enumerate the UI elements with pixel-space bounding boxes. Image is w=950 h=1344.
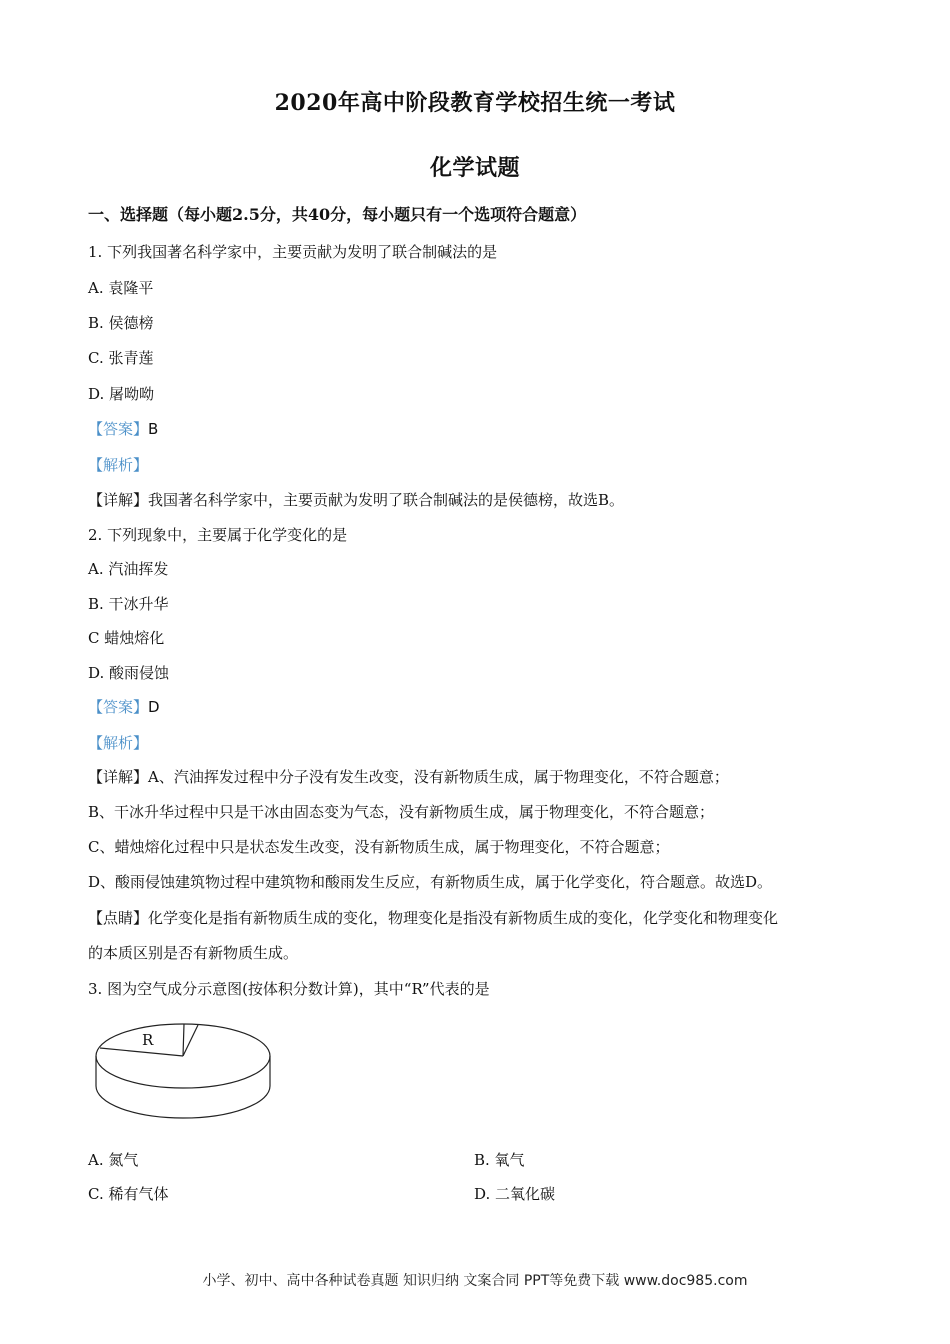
- q1-answer-value: B: [148, 420, 159, 438]
- q3-stem: 3. 图为空气成分示意图(按体积分数计算)，其中“R”代表的是: [88, 980, 490, 998]
- q3-option-d: D. 二氧化碳: [474, 1185, 556, 1203]
- q3-option-c: C. 稀有气体: [88, 1185, 169, 1203]
- q2-detail-label: 【详解】: [88, 768, 149, 786]
- q2-detail-line-2: B、干冰升华过程中只是干冰由固态变为气态，没有新物质生成，属于物理变化，不符合题意；: [88, 803, 715, 821]
- q2-tip-line-1: [88, 908, 778, 928]
- q2-detail-text-a: A、汽油挥发过程中分子没有发生改变，没有新物质生成，属于物理变化，不符合题意；: [148, 768, 729, 786]
- main-title: 2020年高中阶段教育学校招生统一考试: [274, 90, 676, 116]
- q2-option-a: A. 汽油挥发: [88, 560, 169, 578]
- q2-stem: 2. 下列现象中，主要属于化学变化的是: [88, 526, 348, 544]
- subtitle: 化学试题: [429, 155, 520, 181]
- q2-answer: [88, 697, 160, 717]
- sector-line-mid: [183, 1024, 184, 1056]
- q1-detail-text: 我国著名科学家中，主要贡献为发明了联合制碱法的是侯德榜，故选B。: [148, 491, 625, 509]
- q2-analysis-label: 【解析】: [88, 734, 149, 752]
- q1-answer-label: 【答案】: [88, 420, 149, 438]
- q2-answer-value: D: [148, 698, 160, 716]
- q2-tip-text-a: 化学变化是指有新物质生成的变化，物理变化是指没有新物质生成的变化，化学变化和物理变化: [148, 909, 779, 927]
- q3-option-b: B. 氧气: [474, 1151, 525, 1169]
- q2-tip-line-2: 的本质区别是否有新物质生成。: [88, 944, 299, 962]
- q1-detail: [88, 490, 624, 510]
- q2-option-d: D. 酸雨侵蚀: [88, 664, 170, 682]
- q2-analysis: [88, 733, 148, 753]
- q1-option-b: B. 侯德榜: [88, 314, 154, 332]
- page-footer: 小学、初中、高中各种试卷真题 知识归纳 文案合同 PPT等免费下载 www.doc985.com: [202, 1273, 748, 1289]
- q2-option-c: C 蜡烛熔化: [88, 629, 165, 647]
- q2-detail-line-3: C、蜡烛熔化过程中只是状态发生改变，没有新物质生成，属于物理变化，不符合题意；: [88, 838, 670, 856]
- q2-answer-label: 【答案】: [88, 698, 149, 716]
- sector-line-right: [183, 1025, 198, 1056]
- sector-label-r: R: [142, 1031, 154, 1049]
- q1-stem: 1. 下列我国著名科学家中，主要贡献为发明了联合制碱法的是: [88, 243, 498, 261]
- q1-analysis: [88, 455, 148, 475]
- q2-option-b: B. 干冰升华: [88, 595, 169, 613]
- air-composition-figure: [92, 1020, 274, 1124]
- q2-tip-label: 【点睛】: [88, 909, 149, 927]
- q1-analysis-label: 【解析】: [88, 456, 149, 474]
- q3-option-a: A. 氮气: [88, 1151, 139, 1169]
- q2-detail-line-4: D、酸雨侵蚀建筑物过程中建筑物和酸雨发生反应，有新物质生成，属于化学变化，符合题意。故选D。: [88, 873, 773, 891]
- q1-option-d: D. 屠呦呦: [88, 385, 155, 403]
- sector-line-left: [100, 1048, 183, 1056]
- q1-option-c: C. 张青莲: [88, 349, 154, 367]
- section-heading: 一、选择题（每小题2.5分，共40分，每小题只有一个选项符合题意）: [88, 205, 587, 224]
- cylinder-side: [96, 1056, 270, 1118]
- q1-answer: [88, 419, 158, 439]
- q2-detail-line-1: [88, 767, 729, 787]
- q1-option-a: A. 袁隆平: [88, 279, 154, 297]
- q1-detail-label: 【详解】: [88, 491, 149, 509]
